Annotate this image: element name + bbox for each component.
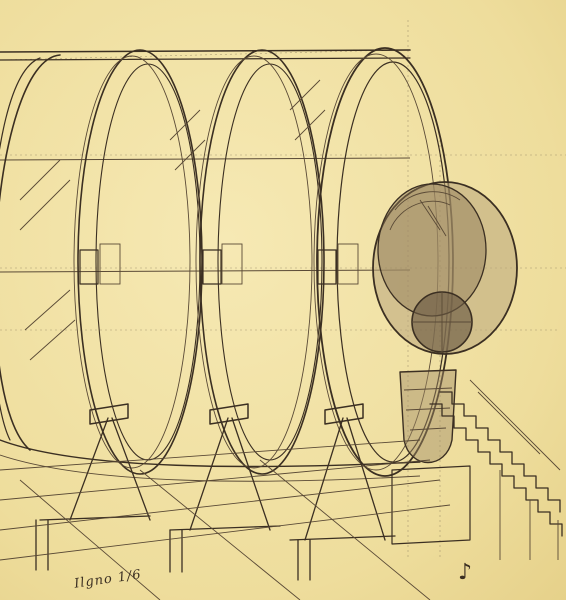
ground-lines [0,440,450,600]
tube-ring-2 [74,50,202,474]
tube-ring-3 [196,50,324,474]
tube-ring-1 [0,55,60,450]
signature: Ilgno 1/6 [73,567,143,592]
capsule-pedestal [392,370,470,544]
capsule-porthole [412,292,472,352]
tube-hatching [20,80,325,360]
corner-mark: ♪ [458,560,473,585]
